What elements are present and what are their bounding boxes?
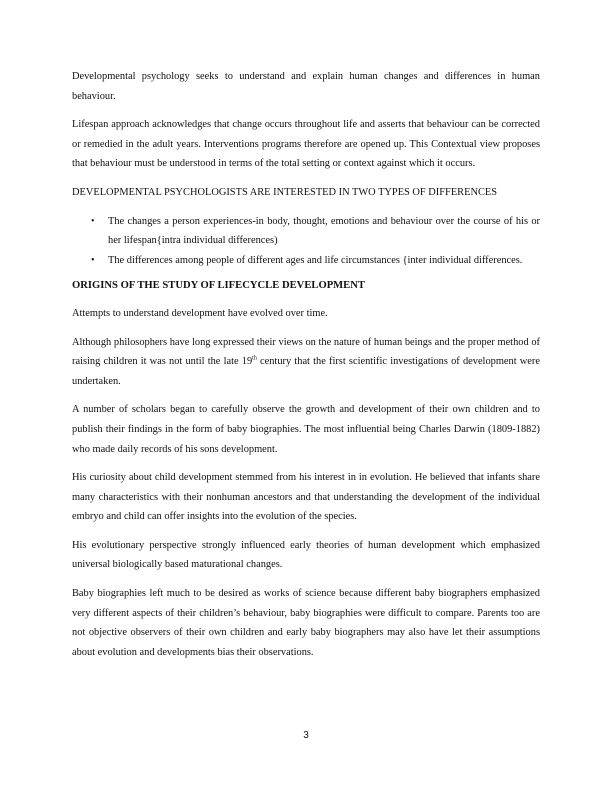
paragraph-evolutionary-perspective: His evolutionary perspective strongly influenced early theories of human development which emphasized universal biologically based maturational changes. — [72, 539, 540, 571]
paragraph-baby-biographies-critique: Baby biographies left much to be desired as works of science because different baby biographers emphasized very different aspects of their children’s behaviour, baby biographies were difficult to compare. Parents too are not objective observers of their own children and early baby biographers may also have let their assumptions about evolution and developments bias their observations. — [72, 588, 540, 658]
bullet-icon: • — [91, 254, 95, 266]
list-item — [91, 251, 540, 271]
list-item-text: The changes a person experiences-in body, thought, emotions and behaviour over the course of his or her lifespan{intra individual differences) — [108, 215, 540, 247]
page-number: 3 — [303, 730, 309, 741]
list-item — [91, 212, 540, 251]
paragraph-philosophers-text-b: century that the first scientific investigations of development were undertaken. — [72, 356, 540, 387]
paragraph-philosophers-text-a: Although philosophers have long expressed their views on the nature of human beings and the proper method of raising children it was not until the late 19 — [72, 336, 540, 368]
paragraph-baby-biographies-scholars: A number of scholars began to carefully observe the growth and development of their own children and to publish their findings in the form of baby biographies. The most influential being Charles Darwin (1809-1882) who made daily records of his sons development. — [72, 404, 540, 455]
paragraph-philosophers — [72, 333, 540, 392]
ordinal-superscript: th — [252, 355, 257, 362]
paragraph-lifespan-approach: Lifespan approach acknowledges that change occurs throughout life and asserts that behaviour can be corrected or remedied in the adult years. Interventions programs therefore are opened up. This Contextual view proposes that behaviour must be understood in terms of the total setting or context against which it occurs. — [72, 119, 540, 170]
heading-types-of-differences: DEVELOPMENTAL PSYCHOLOGISTS ARE INTERESTED IN TWO TYPES OF DIFFERENCES — [72, 186, 498, 198]
paragraph-developmental-psychology: Developmental psychology seeks to understand and explain human changes and differences in human behaviour. — [72, 71, 540, 102]
list-item-text: The differences among people of different ages and life circumstances {inter individual differences. — [108, 254, 523, 266]
differences-bullet-list — [72, 212, 540, 271]
page-body — [72, 67, 540, 671]
section-title-origins: ORIGINS OF THE STUDY OF LIFECYCLE DEVELOPMENT — [72, 280, 365, 292]
bullet-icon: • — [91, 215, 95, 227]
paragraph-attempts: Attempts to understand development have evolved over time. — [72, 307, 328, 319]
paragraph-darwin-curiosity: His curiosity about child development stemmed from his interest in in evolution. He believed that infants share many characteristics with their nonhuman ancestors and that understanding the development of the individual embryo and child can offer insights into the evolution of the species. — [72, 472, 540, 523]
